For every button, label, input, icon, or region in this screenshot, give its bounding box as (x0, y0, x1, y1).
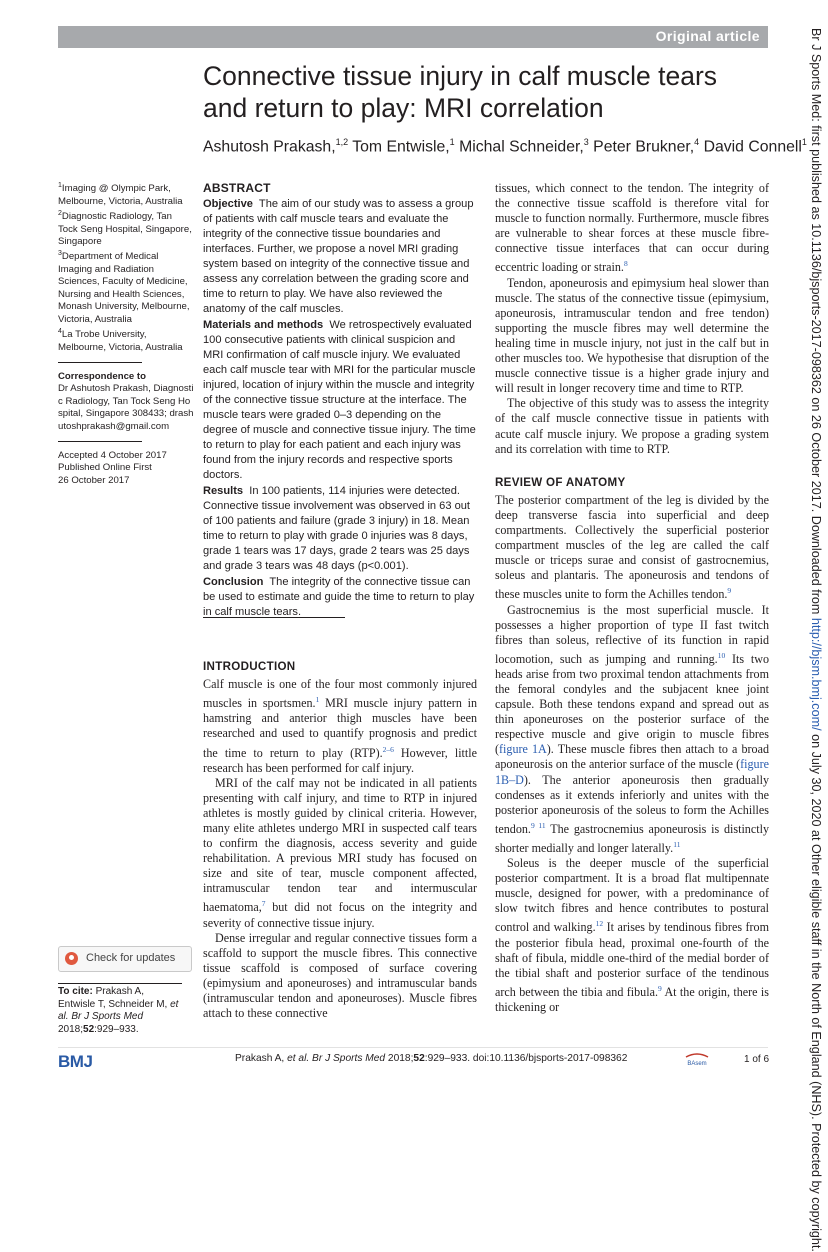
article-title: Connective tissue injury in calf muscle tears and return to play: MRI correlation (203, 61, 718, 123)
published-label: Published Online First (58, 462, 152, 474)
abstract-objective: Objective The aim of our study was to assess a group of patients with calf muscle tears and evaluate the integrity of the connective tissue boundaries and interfaces. Further, we propose a novel MRI grading system based on integrity of the connective tissue and assess any correlation between the grading score and time to return to play. We have also reviewed the anatomy of the calf muscles. (203, 198, 474, 315)
download-note: Br J Sports Med: first published as 10.1136/bjsports-2017-098362 on 26 October 2017. Downloaded from http://bjsm.bmj.com/ on July 30, 2020 at Other eligible staff in the North of England (NHS). Protected by copyright. (809, 28, 823, 1252)
cite-journal: Br J Sports Med (71, 1011, 144, 1023)
author-aff: 3 (583, 137, 589, 147)
cite-label: To cite: (58, 986, 93, 997)
reference-link[interactable]: 11 (673, 839, 681, 849)
header-bar (58, 26, 768, 48)
body-paragraph: The objective of this study was to assess the integrity of the calf muscle connective tissue in patients with acute calf muscle injury. We propose a grading system and its correlation with time to RTP. (495, 396, 769, 456)
footer-citation: Prakash A, et al. Br J Sports Med 2018;52:929–933. doi:10.1136/bjsports-2017-098362 (235, 1053, 628, 1064)
author[interactable]: Tom Entwisle, (352, 138, 450, 156)
divider (58, 441, 142, 442)
abstract-heading: ABSTRACT (203, 181, 271, 195)
intro-paragraph: Calf muscle is one of the four most commonly injured muscles in sportsmen.$^1$ MRI muscle injury pattern in hamstring and anterior thigh muscles have been researched and used to quantify prognosis and predict the time to return to play (RTP).$^{2-6}$ However, little research has been performed for calf injury. (203, 677, 478, 775)
affiliation: $^4$La Trobe University, Melbourne, Victoria, Australia (58, 328, 183, 353)
author-aff: 4 (694, 137, 700, 147)
reference-link[interactable]: 8 (623, 259, 628, 269)
cite-year: 2018; (58, 1023, 84, 1035)
anatomy-heading: REVIEW OF ANATOMY (495, 475, 626, 489)
accepted-date: Accepted 4 October 2017 (58, 450, 167, 462)
reference-link[interactable]: 10 (717, 650, 726, 660)
svg-text:BAsem: BAsem (687, 1061, 707, 1067)
intro-paragraph: MRI of the calf may not be indicated in all patients presenting with calf injury, and time to RTP in injured athletes is mostly guided by clinical criteria. However, many elite athletes undergo MRI in suspected calf tears to confirm the diagnosis, access severity and guide rehabilitation. A previous MRI study has focused on size and site of tear, muscle component affected, intramuscular tendon tear and intermuscular haematoma,$^7$ but did not focus on the integrity and severity of connective tissue injury. (203, 775, 477, 930)
cite-volume: 52 (83, 1023, 95, 1035)
abstract-results: Results In 100 patients, 114 injuries were detected. Connective tissue involvement was observed in 63 out of 100 patients and failure (grade 3 injury) in 18. Mean time to return to play with grade 0 injuries was 8 days, grade 1 tears was 17 days, grade 2 tears was 25 days and grade 3 tears was 48 days (p<0.001). (203, 485, 471, 572)
abstract (203, 181, 476, 621)
reference-link[interactable]: 9 11 (530, 820, 546, 830)
cite-authors: Prakash A, Entwisle T, Schneider M, (58, 986, 168, 1010)
check-updates-label: Check for updates (86, 952, 176, 964)
page-number: 1 of 6 (744, 1054, 770, 1065)
author-aff: 1 (449, 137, 455, 147)
author[interactable]: Michal Schneider, (459, 138, 584, 156)
author[interactable]: Peter Brukner, (593, 138, 695, 156)
author-aff: 1,2 (335, 137, 349, 147)
reference-link[interactable]: 12 (595, 919, 604, 929)
affiliation: $^2$Diagnostic Radiology, Tan Tock Seng Hospital, Singapore, Singapore (58, 210, 192, 247)
author-list (203, 137, 807, 156)
body-paragraph: Gastrocnemius is the most superficial muscle. It possesses a higher proportion of type II fast twitch fibres than soleus, reflective of its function in rapid locomotion, such as jumping and running.$^{10}$ Its two heads arise from two proximal tendon attachments from the femoral condyles and the subjacent knee joint capsule. Both these tendons expand and spread out as thin aponeuroses on the posterior surface of the respective muscle and give origin to muscle fibres (figure 1A). These muscle fibres then attach to a broad aponeurosis on the anterior surface of the muscle (figure 1B–D). The anterior aponeurosis then gradually condenses as it extends inferiorly and unites with the posterior aponeurosis of the soleus to form the Achilles tendon.$^{9 11}$ The gastrocnemius aponeurosis is distinctly shorter medially and longer laterally.$^{11}$ (495, 602, 770, 855)
author[interactable]: David Connell (703, 138, 802, 156)
author-aff: 1 (801, 137, 807, 147)
introduction-column (203, 659, 477, 1021)
body-paragraph: Soleus is the deeper muscle of the superficial posterior compartment. It is a broad flat multipennate muscle, designed for power, with a predominance of slow twitch fibres and hence contributes to postural control and walking.$^{12}$ It arises by tendinous fibres from the posterior fibula head, proximal one-fourth of the shaft of fibula, middle one-third of the medial border of the tibial shaft and posterior surface of the tendinous arch between the tibia and fibula.$^9$ At the origin, there is thickening or (495, 856, 770, 1014)
check-for-updates-button[interactable] (58, 946, 192, 972)
section-label: Original article (655, 28, 760, 44)
citation-box (58, 983, 182, 1046)
sidebar (58, 180, 194, 487)
cite-etal: et al. (58, 998, 179, 1023)
figure-link[interactable]: figure 1B–D (495, 757, 769, 787)
body-paragraph: The posterior compartment of the leg is divided by the deep transverse fascia into superficial and deep compartments. Collectively the superficial posterior compartment muscles of the leg are called the calf muscle or triceps surae and consist of gastrocnemius, soleus and plantaris. The aponeurosis and tendons of these muscles unite to form the Achilles tendon.$^9$ (495, 492, 769, 602)
reference-link[interactable]: 1 (315, 695, 320, 705)
figure-link[interactable]: figure 1A (499, 742, 547, 757)
affiliation: $^3$Department of Medical Imaging and Radiation Sciences, Faculty of Medicine, Nursing and Health Sciences, Monash University, Melbourne, Victoria, Australia (58, 250, 190, 325)
published-date: 26 October 2017 (58, 474, 130, 486)
reference-link[interactable]: 9 (727, 586, 732, 596)
correspondence-heading: Correspondence to (58, 371, 146, 383)
bmj-logo[interactable]: BMJ (58, 1052, 93, 1071)
author[interactable]: Ashutosh Prakash, (203, 138, 336, 156)
correspondence-text: Dr Ashutosh Prakash, Diagnostic Radiology, Tan Tock Seng Hospital, Singapore 308433; drashutoshprakash@gmail.com (58, 383, 194, 432)
reference-link[interactable]: 7 (261, 899, 266, 909)
basem-logo (682, 1051, 712, 1067)
abstract-rule (203, 617, 345, 618)
abstract-methods: Materials and methods We retrospectively evaluated 100 consecutive patients with clinical suspicion and MRI confirmation of calf muscle injury. We evaluated each calf muscle tear with MRI for the particular muscle injured, location of injury within the muscle and integrity of the connective tissue structure at the interface. The muscle tears were graded 0–3 depending on the degree of muscle and connective tissue injury. The time to return to play for each patient and each injury was found from the injury records and respective sports doctors. (203, 319, 476, 481)
intro-paragraph: Dense irregular and regular connective tissues form a scaffold to support the muscle fibres. This connective tissue scaffold is composed of surface covering (epimysium and aponeuroses) and intramuscular bands (intramuscular tendon and aponeuroses). Muscle fibres attach to these connective (203, 930, 477, 1021)
crossmark-icon (65, 952, 78, 965)
footer-rule (58, 1047, 768, 1048)
intro-heading: INTRODUCTION (203, 660, 296, 673)
affiliation: $^1$Imaging @ Olympic Park, Melbourne, Victoria, Australia (58, 182, 183, 207)
reference-link[interactable]: 2–6 (382, 744, 394, 754)
body-paragraph: tissues, which connect to the tendon. The integrity of the connective tissue scaffold is therefore vital for muscle to function normally. Furthermore, muscle fibres are vulnerable to shear forces at these muscle fibre-connective tissue interfaces that can occur during eccentric loading or strain.$^8$ (495, 181, 769, 275)
cite-pages: :929–933. (94, 1023, 139, 1035)
journal-url-link[interactable]: http://bjsm.bmj.com/ (809, 617, 823, 731)
right-column (495, 181, 769, 1015)
abstract-conclusion: Conclusion The integrity of the connective tissue can be used to estimate and guide the time to return to play in calf muscle tears. (203, 576, 475, 618)
divider (58, 362, 142, 363)
reference-link[interactable]: 9 (657, 983, 662, 993)
body-paragraph: Tendon, aponeurosis and epimysium heal slower than muscle. The status of the connective tissue (epimysium, aponeurosis, intramuscular tendon and free tendon) supporting the muscle fibres may well determine the healing time in muscle injury, not just in the calf but in other muscles too. We hypothesise that disruption of the muscle connective tissue is a higher grade injury and will result in longer recovery time and time to RTP. (495, 275, 769, 396)
